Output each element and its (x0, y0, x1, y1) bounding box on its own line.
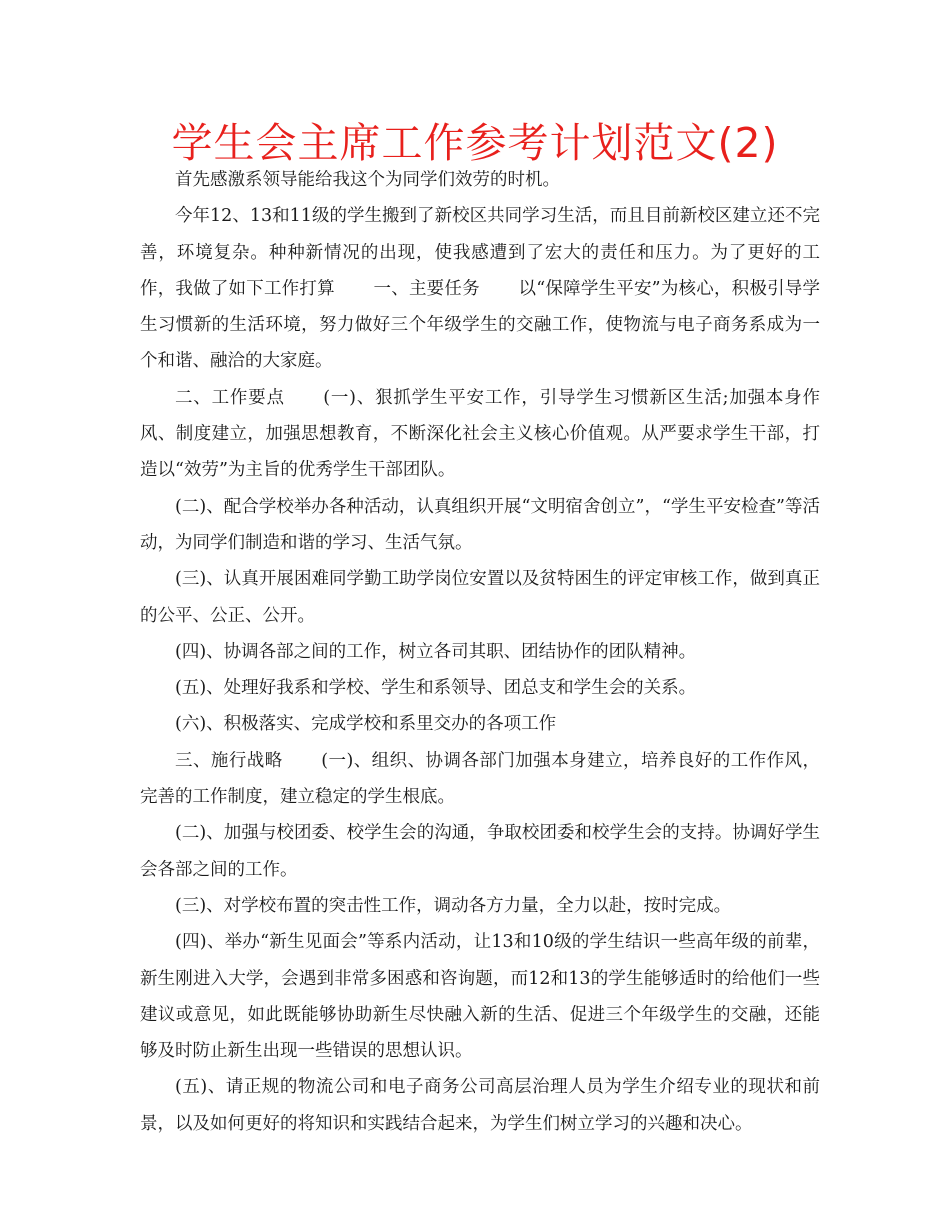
paragraph-8-text: (六)、积极落实、完成学校和系里交办的各项工作 (175, 714, 557, 735)
paragraph-9-text: (一)、组织、协调各部门加强本身建立，培养良好的工作作风，完善的工作制度，建立稳定的学生根底。 (140, 750, 821, 808)
document-title: 学生会主席工作参考计划范文(2) (171, 119, 779, 167)
paragraph-7-text: (五)、处理好我系和学校、学生和系领导、团总支和学生会的关系。 (175, 678, 697, 699)
paragraph-2 (140, 198, 820, 379)
section-heading-work-points: 二、工作要点 (175, 387, 285, 408)
paragraph-2-continuation: 以“保障学生平安”为核心，积极引导学生习惯新的生活环境，努力做好三个年级学生的交融工作，使物流与电子商务系成为一个和谐、融洽的大家庭。 (140, 278, 821, 372)
paragraph-6 (140, 634, 820, 670)
paragraph-13 (140, 1069, 820, 1142)
paragraph-3 (140, 380, 820, 489)
paragraph-11 (140, 888, 820, 924)
paragraph-4-text: (二)、配合学校举办各种活动，认真组织开展“文明宿舍创立”，“学生平安检查”等活动，为同学们制造和谐的学习、生活气氛。 (140, 496, 820, 553)
paragraph-2-text: 今年12、13和11级的学生搬到了新校区共同学习生活，而且目前新校区建立还不完善，环境复杂。种种新情况的出现，使我感遭到了宏大的责任和压力。为了更好的工作，我做了如下工作打算 (140, 206, 820, 299)
section-heading-strategy: 三、施行战略 (175, 750, 283, 771)
paragraph-10-text: (二)、加强与校团委、校学生会的沟通，争取校团委和校学生会的支持。协调好学生会各部之间的工作。 (140, 823, 820, 880)
section-heading-main-tasks: 一、主要任务 (373, 278, 480, 299)
paragraph-9 (140, 743, 820, 816)
paragraph-5 (140, 561, 820, 634)
paragraph-11-text: (三)、对学校布置的突击性工作，调动各方力量，全力以赴，按时完成。 (175, 895, 732, 916)
paragraph-10 (140, 815, 820, 888)
paragraph-8 (140, 706, 820, 742)
paragraph-12-text: (四)、举办“新生见面会”等系内活动，让13和10级的学生结识一些高年级的前辈，新生刚进入大学，会遇到非常多困惑和咨询题，而12和13的学生能够适时的给他们一些建议或意见，如此既能够协助新生尽快融入新的生活、促进三个年级学生的交融，还能够及时防止新生出现一些错误的思想认识。 (140, 932, 820, 1062)
paragraph-7 (140, 670, 820, 706)
paragraph-6-text: (四)、协调各部之间的工作，树立各司其职、团结协作的团队精神。 (175, 641, 697, 662)
paragraph-4 (140, 489, 820, 562)
paragraph-1-text: 首先感激系领导能给我这个为同学们效劳的时机。 (175, 170, 560, 190)
paragraph-1 (140, 162, 820, 198)
paragraph-3-text: (一)、狠抓学生平安工作，引导学生习惯新区生活;加强本身作风、制度建立，加强思想教育，不断深化社会主义核心价值观。从严要求学生干部，打造以“效劳”为主旨的优秀学生干部团队。 (140, 387, 820, 481)
paragraph-13-text: (五)、请正规的物流公司和电子商务公司高层治理人员为学生介绍专业的现状和前景，以及如何更好的将知识和实践结合起来，为学生们树立学习的兴趣和决心。 (140, 1077, 820, 1134)
paragraph-12 (140, 924, 820, 1069)
document-body (140, 162, 820, 1142)
paragraph-5-text: (三)、认真开展困难同学勤工助学岗位安置以及贫特困生的评定审核工作，做到真正的公平、公正、公开。 (140, 569, 820, 626)
